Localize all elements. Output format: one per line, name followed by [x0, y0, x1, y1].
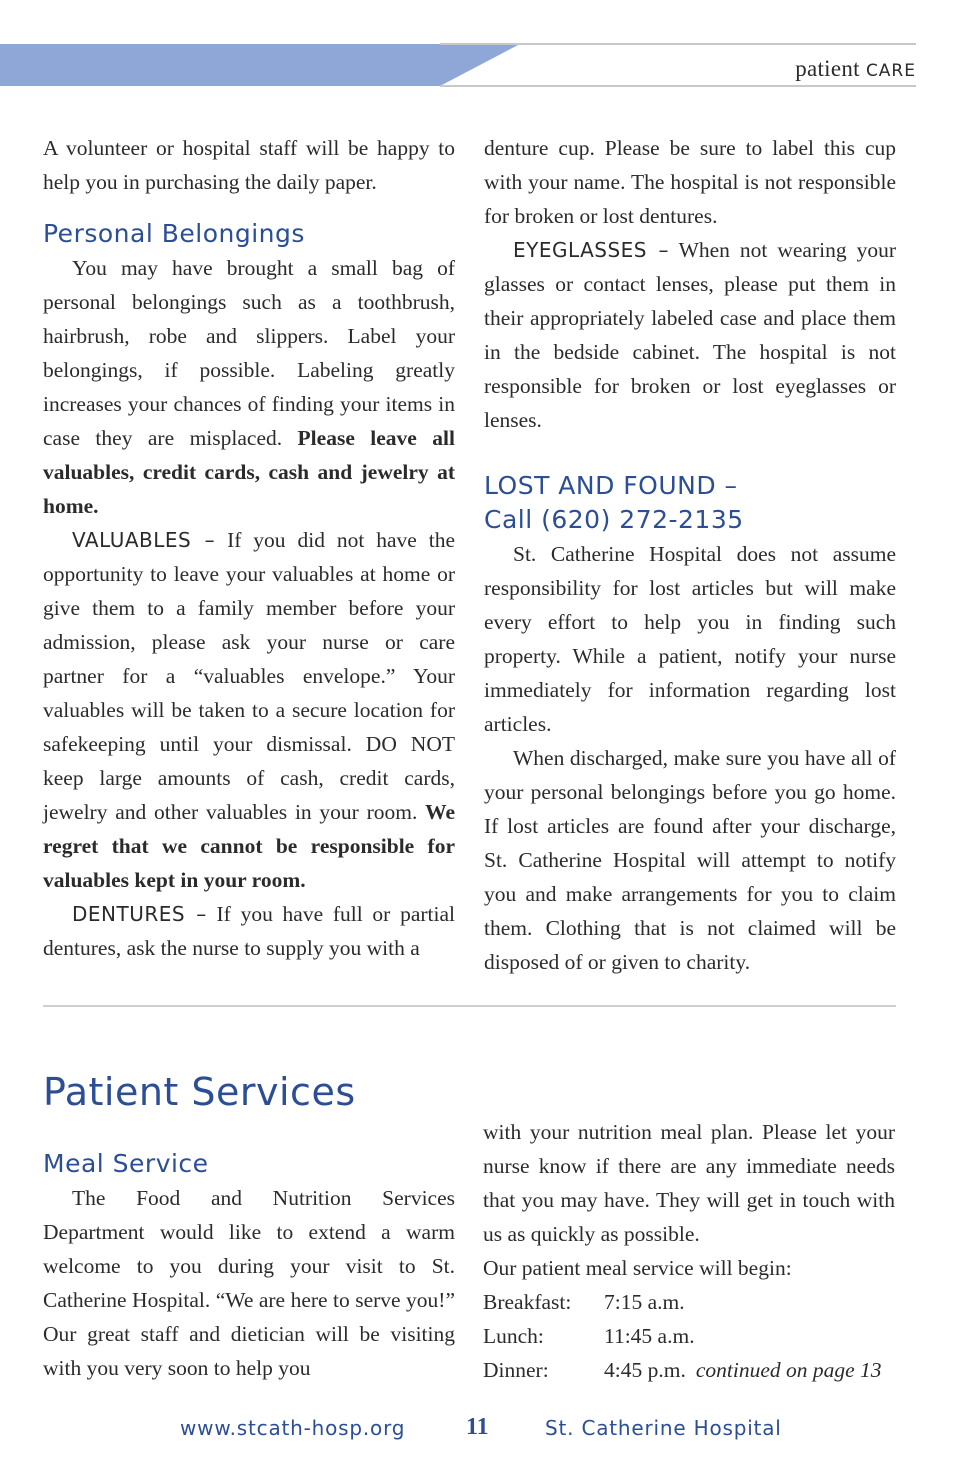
eyeglasses-paragraph [484, 233, 896, 437]
meal-time: 7:15 a.m. [604, 1290, 685, 1314]
lost-found-paragraph-2: When discharged, make sure you have all of your personal belongings before you go home. If lost articles are found after your discharge, St. Catherine Hospital will attempt to notify you and make arrangements for you to claim them. Clothing that is not claimed will be disposed of or given to charity. [484, 746, 896, 974]
section-word: patient [795, 56, 860, 81]
footer-organization: St. Catherine Hospital [545, 1416, 782, 1440]
lost-found-heading-line2: Call (620) 272-2135 [484, 505, 744, 534]
valuables-paragraph [43, 523, 455, 897]
meal-name: Lunch: [483, 1324, 544, 1348]
meal-service-continued: with your nutrition meal plan. Please let your nurse know if there are any immediate needs that you may have. They will get in touch with us as quickly as possible. [483, 1120, 895, 1246]
header-blue-band [0, 44, 520, 86]
section-divider [43, 1005, 896, 1007]
dentures-text: If you have full or partial dentures, ask the nurse to supply you with a [43, 902, 455, 960]
eyeglasses-text: When not wearing your glasses or contact lenses, please put them in their appropriately labeled case and place them in the bedside cabinet. The hospital is not responsible for broken or lost eyeglasses or lenses. [484, 238, 896, 432]
valuables-bold-text: We regret that we cannot be responsible for valuables kept in your room. [43, 800, 455, 892]
continued-note: continued on page 13 [695, 1358, 882, 1382]
dentures-paragraph [43, 897, 455, 965]
page-number: 11 [466, 1414, 489, 1440]
services-right-column [483, 1115, 895, 1387]
left-column [43, 131, 455, 965]
meal-row-dinner [483, 1353, 895, 1387]
lost-found-paragraph-1: St. Catherine Hospital does not assume responsibility for lost articles but will make every effort to help you in finding such property. While a patient, notify your nurse immediately for information regarding lost articles. [484, 542, 896, 736]
page-footer [0, 1416, 960, 1450]
valuables-lead: VALUABLES – [72, 528, 216, 552]
personal-bold-text: Please leave all valuables, credit cards, cash and jewelry at home. [43, 426, 455, 518]
meal-service-paragraph: The Food and Nutrition Services Department would like to extend a warm welcome to you during your visit to St. Catherine Hospital. “We are here to serve you!” Our great staff and dietician will be visiting with you very soon to help you [43, 1186, 455, 1380]
meal-name: Breakfast: [483, 1290, 572, 1314]
meal-time: 11:45 a.m. [604, 1324, 695, 1348]
meal-service-begin: Our patient meal service will begin: [483, 1256, 792, 1280]
footer-website-link[interactable]: www.stcath-hosp.org [180, 1416, 406, 1440]
meal-time: 4:45 p.m. [604, 1358, 686, 1382]
dentures-lead: DENTURES – [72, 902, 207, 926]
valuables-text: If you did not have the opportunity to leave your valuables at home or give them to a family member before your admission, please ask your nurse or care partner for a “valuables envelope.” Your valuables will be taken to a secure location for safekeeping until your dismissal. DO NOT keep large amounts of cash, credit cards, jewelry and other valuables in your room. [43, 528, 456, 824]
personal-text: You may have brought a small bag of personal belongings such as a toothbrush, hairbrush, robe and slippers. Label your belongings, if possible. Labeling greatly increases your chances of finding your items in case they are misplaced. [43, 256, 455, 450]
services-left-column [43, 1147, 455, 1385]
eyeglasses-lead: EYEGLASSES – [513, 238, 669, 262]
meal-row-breakfast [483, 1285, 895, 1319]
lost-found-heading-line1: LOST AND FOUND – [484, 471, 738, 500]
meal-service-heading: Meal Service [43, 1149, 209, 1178]
patient-services-title: Patient Services [43, 1070, 356, 1114]
section-label [795, 56, 916, 82]
meal-row-lunch [483, 1319, 895, 1353]
personal-belongings-paragraph [43, 251, 455, 523]
right-column [484, 131, 896, 979]
section-caps: CARE [865, 61, 916, 81]
meal-name: Dinner: [483, 1358, 549, 1382]
intro-paragraph: A volunteer or hospital staff will be happy to help you in purchasing the daily paper. [43, 136, 455, 194]
personal-belongings-heading: Personal Belongings [43, 219, 305, 248]
dentures-continued-paragraph: denture cup. Please be sure to label this cup with your name. The hospital is not responsible for broken or lost dentures. [484, 136, 896, 228]
